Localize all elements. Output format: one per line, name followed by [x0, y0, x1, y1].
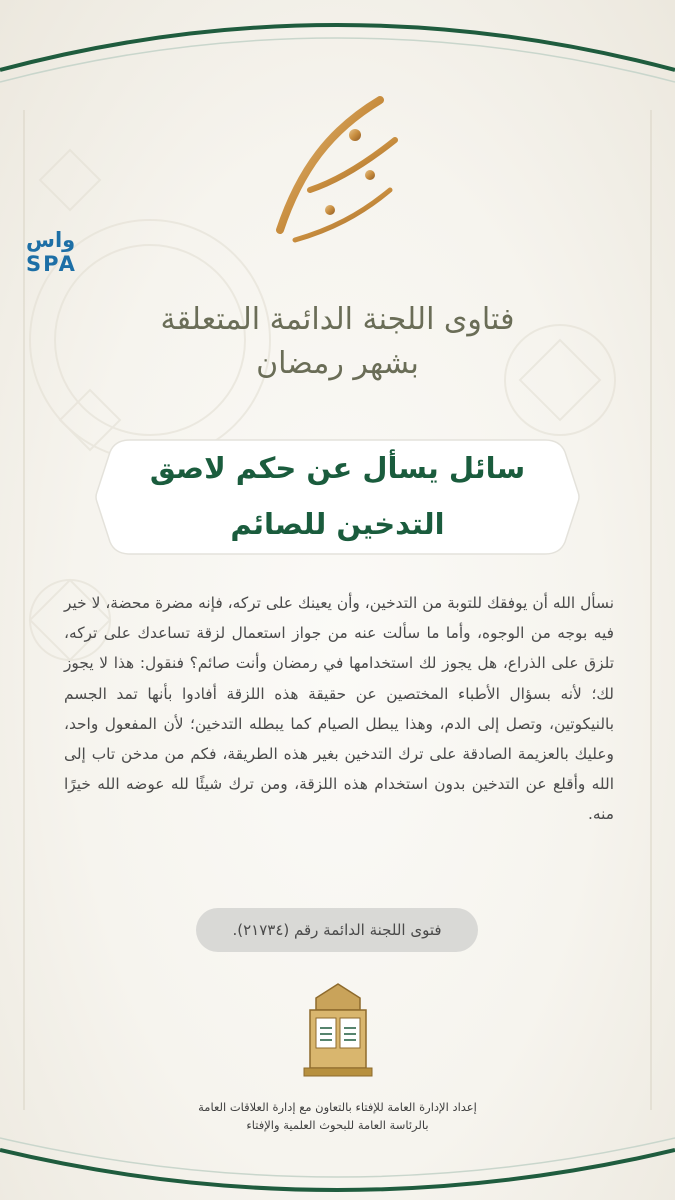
- fatwa-reference-text: فتوى اللجنة الدائمة رقم (٢١٧٣٤).: [232, 921, 442, 939]
- page-title-line-1: فتاوى اللجنة الدائمة المتعلقة: [160, 302, 515, 337]
- spa-logo-latin: SPA: [26, 252, 77, 276]
- fatwa-answer: نسأل الله أن يوفقك للتوبة من التدخين، وأن يعينك على تركه، فإنه مضرة محضة، لا خير فيه بوجه من الوجوه، وأما ما سألت عنه من جواز استعمال لزقة تساعدك على تركه، تلزق على الذراع، هل يجوز لك استخدامها في رمضان وأنت صائم؟ فنقول: هذا لا يجوز لك؛ لأنه بسؤال الأطباء المختصين عن حقيقة هذه اللزقة أفادوا بأنها تمد الجسم بالنيكوتين، وتصل إلى الدم، وهذا يبطل الصيام كما يبطله التدخين؛ لأن المفعول واحد، وعليك بالعزيمة الصادقة على ترك التدخين بغير هذه الطريقة، فكم من مدخن تاب إلى الله وأقلع عن التدخين بدون استخدام هذه اللزقة، ومن ترك شيئًا لله عوضه الله خيرًا منه.: [64, 594, 614, 824]
- question-title-line-1: سائل يسأل عن حكم لاصق: [149, 451, 526, 485]
- page-title-line-2: بشهر رمضان: [256, 346, 419, 381]
- credit-line-2: بالرئاسة العامة للبحوث العلمية والإفتاء: [246, 1118, 429, 1132]
- spa-logo-arabic: واس: [26, 228, 76, 252]
- spa-logo: [26, 228, 96, 284]
- credit-text: [150, 1098, 525, 1134]
- credit-line-1: إعداد الإدارة العامة للإفتاء بالتعاون مع إدارة العلاقات العامة: [198, 1100, 477, 1114]
- fatwa-reference: [196, 908, 478, 952]
- presidency-emblem: [300, 980, 376, 1080]
- fatawa-ramadan-logo: [260, 80, 410, 250]
- question-title: [120, 440, 555, 552]
- page-title: [130, 298, 545, 386]
- question-title-line-2: التدخين للصائم: [230, 507, 445, 541]
